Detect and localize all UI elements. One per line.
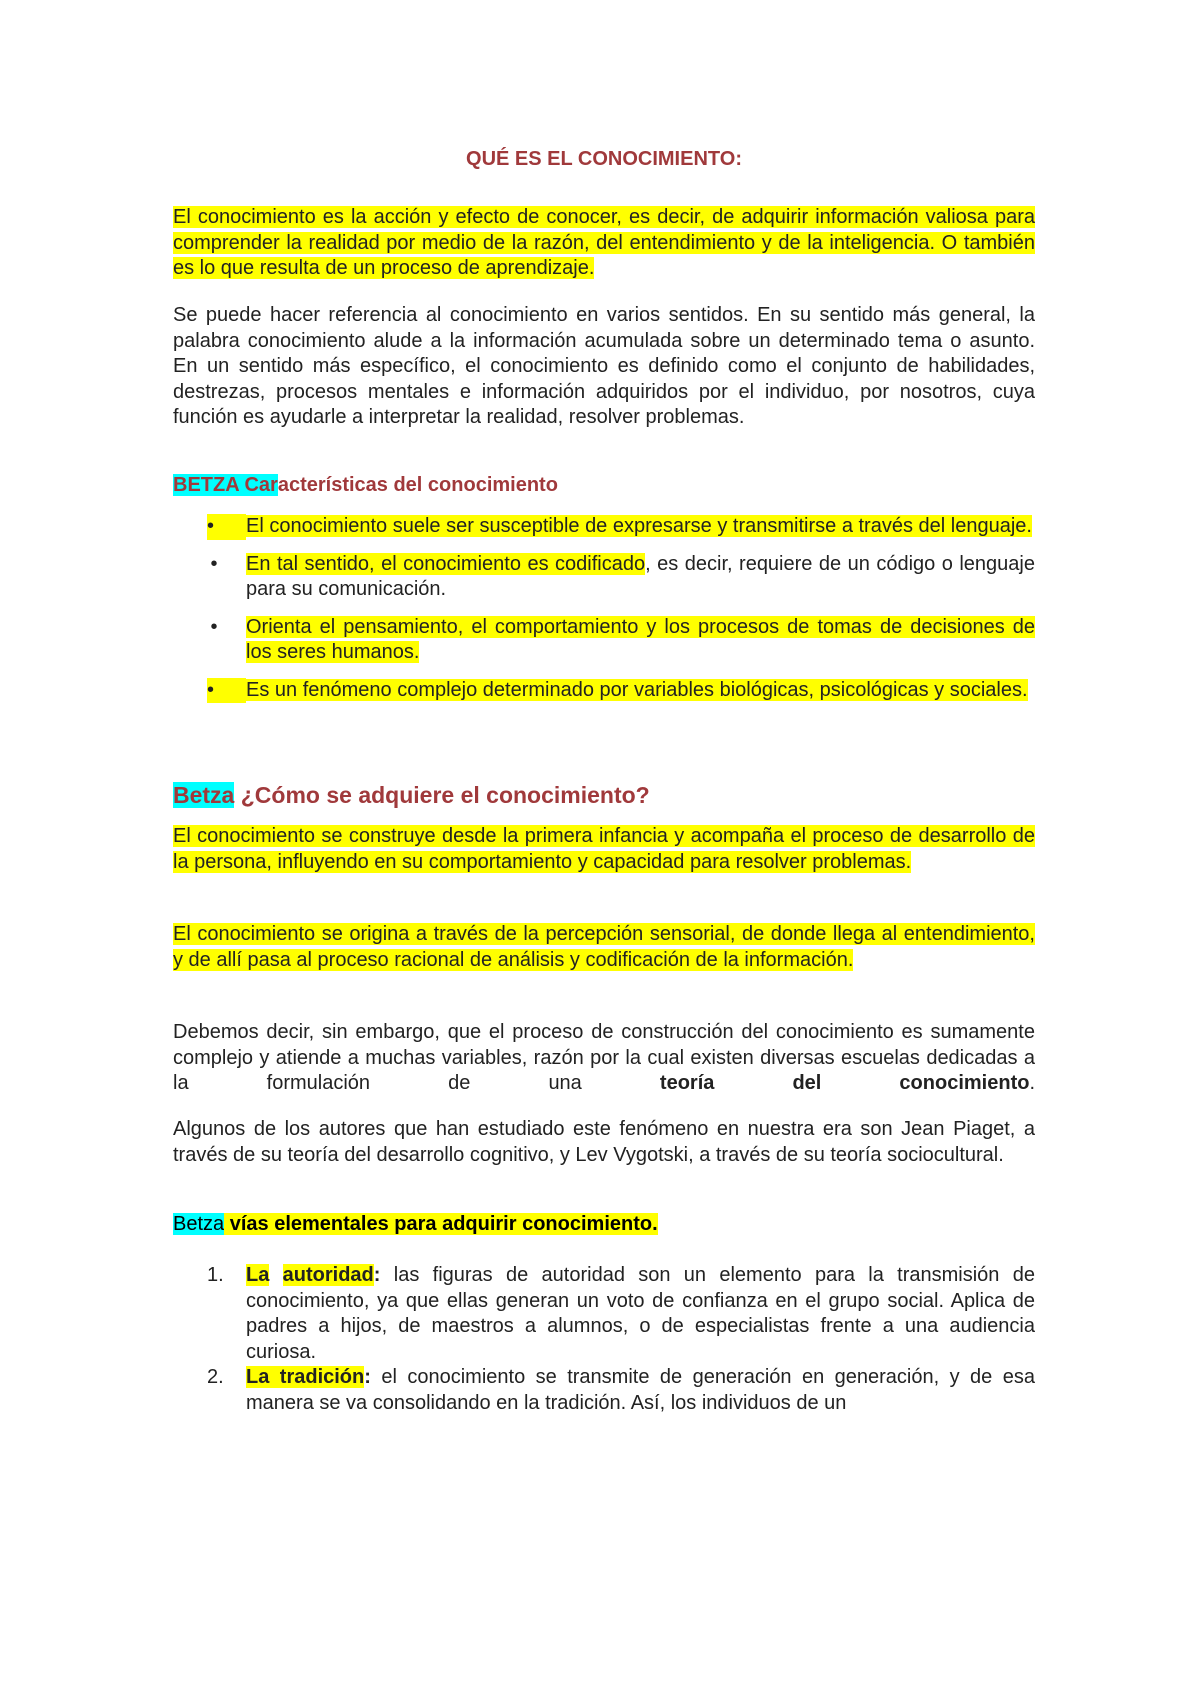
acquisition-heading	[173, 780, 1035, 810]
list-item	[173, 514, 1035, 540]
list-item	[173, 615, 1035, 666]
bullet-icon: •	[210, 552, 218, 575]
acquisition-tag: Betza	[173, 782, 235, 808]
list-item-highlighted-text: Orienta el pensamiento, el comportamiento y los procesos de tomas de decisiones de los seres humanos.	[246, 615, 1035, 663]
vias-heading-text: vías elementales para adquirir conocimiento.	[229, 1213, 658, 1235]
list-item-colon: :	[373, 1264, 381, 1286]
list-number: 1.	[207, 1264, 224, 1286]
page-title: QUÉ ES EL CONOCIMIENTO:	[466, 148, 742, 170]
list-item-label: autoridad	[282, 1264, 374, 1286]
characteristics-heading	[173, 473, 1035, 499]
acquisition-paragraph-3	[173, 1020, 1035, 1097]
list-item-highlighted-text: En tal sentido, el conocimiento es codificado	[246, 552, 646, 575]
list-item-label: La	[246, 1264, 270, 1286]
list-item-colon: :	[364, 1366, 371, 1388]
bullet-icon: •	[207, 678, 246, 704]
acquisition-text-3-end: .	[1029, 1072, 1036, 1094]
theory-bold-text: teoría del conocimiento	[659, 1072, 1030, 1094]
acquisition-heading-text: ¿Cómo se adquiere el conocimiento?	[240, 782, 650, 808]
list-item-text: las figuras de autoridad son un elemento para la transmisión de conocimiento, ya que ellas generan un voto de confianza en el grupo social. Aplica de padres a hijos, de maestros a alumnos, o de especialistas frente a una audiencia curiosa.	[246, 1264, 1035, 1363]
acquisition-text-4: Algunos de los autores que han estudiado este fenómeno en nuestra era son Jean Piaget, a través de su teoría del desarrollo cognitivo, y Lev Vygotski, a través de su teoría sociocultural.	[173, 1118, 1035, 1166]
acquisition-text-2: El conocimiento se origina a través de la percepción sensorial, de donde llega al entendimiento, y de allí pasa al proceso racional de análisis y codificación de la información.	[173, 923, 1035, 971]
list-number: 2.	[207, 1366, 224, 1388]
list-item-highlighted-text: Es un fenómeno complejo determinado por variables biológicas, psicológicas y sociales.	[246, 678, 1028, 701]
bullet-icon: •	[210, 615, 218, 638]
list-item	[173, 1263, 1035, 1365]
bullet-icon: •	[207, 514, 246, 540]
vias-tag: Betza	[173, 1213, 225, 1235]
vias-list	[173, 1263, 1035, 1416]
list-item-label: La tradición	[246, 1366, 365, 1388]
list-item	[173, 678, 1035, 704]
characteristics-list	[173, 514, 1035, 715]
acquisition-paragraph-1	[173, 824, 1035, 875]
acquisition-paragraph-4	[173, 1117, 1035, 1168]
intro-text: El conocimiento es la acción y efecto de conocer, es decir, de adquirir información valiosa para comprender la realidad por medio de la razón, del entendimiento y de la inteligencia. O también es lo que resulta de un proceso de aprendizaje.	[173, 206, 1035, 279]
list-item	[173, 552, 1035, 603]
list-item	[173, 1365, 1035, 1416]
characteristics-heading-text: acterísticas del conocimiento	[277, 474, 558, 496]
acquisition-text-1: El conocimiento se construye desde la primera infancia y acompaña el proceso de desarrollo de la persona, influyendo en su comportamiento y capacidad para resolver problemas.	[173, 825, 1035, 873]
list-item-highlighted-text: El conocimiento suele ser susceptible de expresarse y transmitirse a través del lenguaje.	[246, 515, 1032, 537]
definition-paragraph	[173, 303, 1035, 431]
characteristics-tag: BETZA Car	[173, 474, 278, 496]
intro-paragraph	[173, 205, 1035, 282]
vias-heading	[173, 1212, 1035, 1238]
list-item-text: el conocimiento se transmite de generación en generación, y de esa manera se va consolidando en la tradición. Así, los individuos de un	[246, 1366, 1035, 1414]
definition-text: Se puede hacer referencia al conocimiento en varios sentidos. En su sentido más general, la palabra conocimiento alude a la información acumulada sobre un determinado tema o asunto. En un sentido más específico, el conocimiento es definido como el conjunto de habilidades, destrezas, procesos mentales e información adquiridos por el individuo, por nosotros, cuya función es ayudarle a interpretar la realidad, resolver problemas.	[173, 304, 1035, 428]
list-item-text: , es decir, requiere de un código o lenguaje para su comunicación.	[246, 552, 1035, 600]
acquisition-paragraph-2	[173, 922, 1035, 973]
acquisition-text-3: Debemos decir, sin embargo, que el proceso de construcción del conocimiento es sumamente complejo y atiende a muchas variables, razón por la cual existen diversas escuelas dedicadas a la formulación de una	[173, 1021, 1035, 1094]
